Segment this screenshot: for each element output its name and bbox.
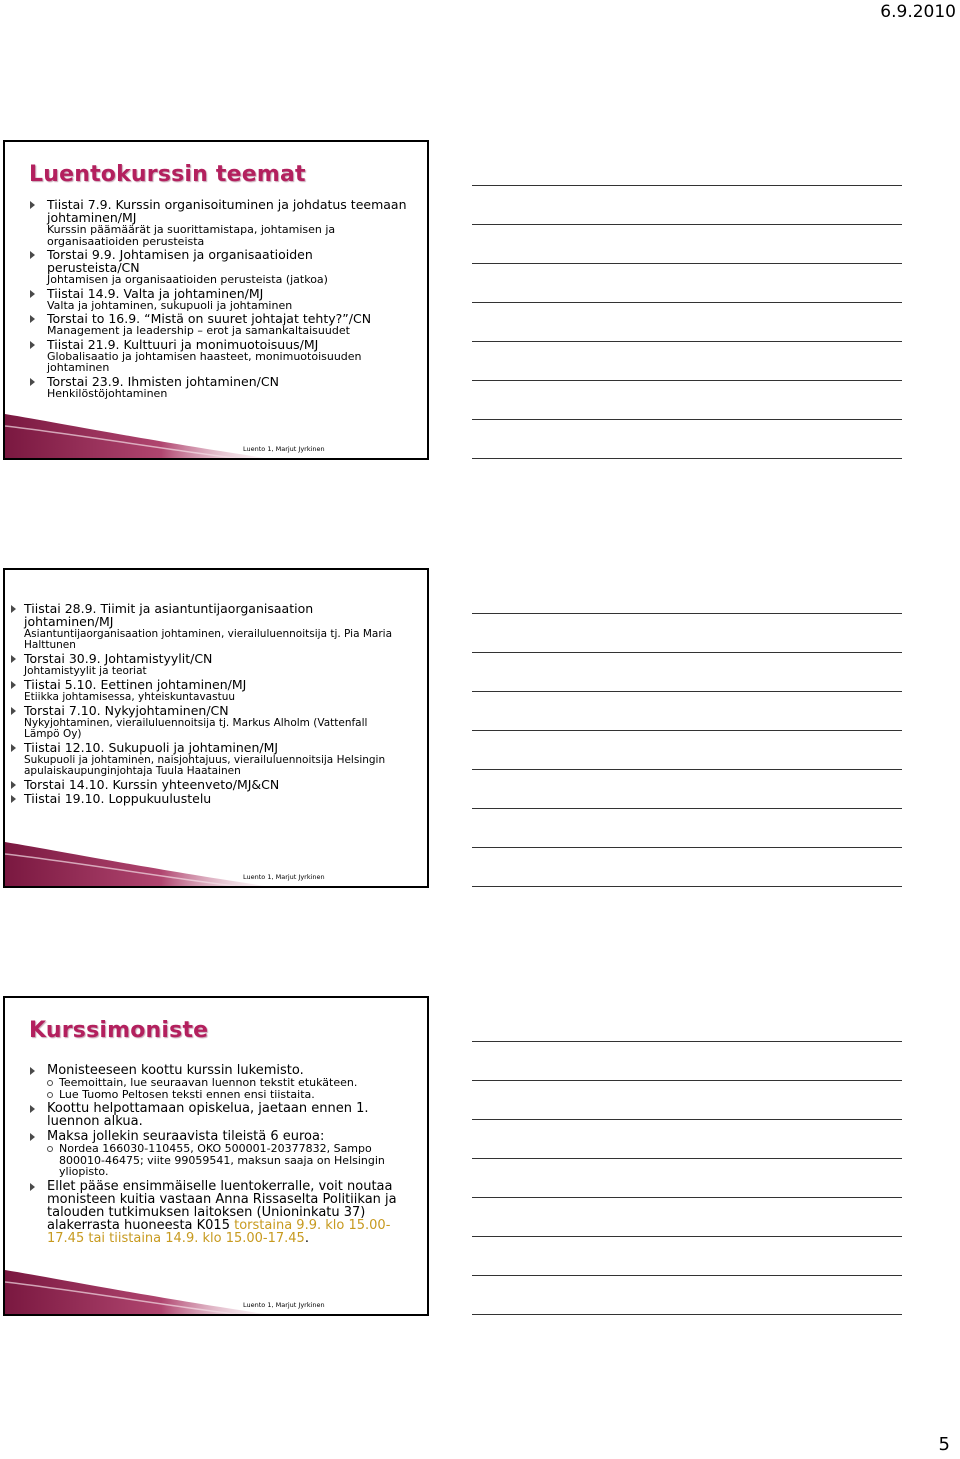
note-line	[472, 1197, 902, 1198]
triangle-right-icon	[30, 251, 35, 259]
note-line	[472, 847, 902, 848]
slide-2	[3, 568, 429, 888]
list-item: Tiistai 21.9. Kulttuuri ja monimuotoisuus/MJ Globalisaatio ja johtamisen haasteet, monimuotoisuuden johtaminen	[29, 338, 409, 374]
triangle-right-icon	[30, 1133, 35, 1141]
list-item: Tiistai 12.10. Sukupuoli ja johtaminen/MJ Sukupuoli ja johtaminen, naisjohtajuus, vierailuluennoitsija Helsingin apulaiskaupunginjohtaja Tuula Haatainen	[16, 741, 396, 777]
list-item: Tiistai 5.10. Eettinen johtaminen/MJ Etiikka johtamisessa, yhteiskuntavastuu	[16, 678, 396, 703]
triangle-right-icon	[11, 707, 16, 715]
sub-list-item: Lue Tuomo Peltosen teksti ennen ensi tiistaita.	[47, 1089, 409, 1101]
triangle-right-icon	[11, 781, 16, 789]
slide-footer: Luento 1, Marjut Jyrkinen	[243, 1301, 325, 1309]
triangle-right-icon	[11, 795, 16, 803]
sub-list-item: Teemoittain, lue seuraavan luennon tekstit etukäteen.	[47, 1077, 409, 1089]
page-date: 6.9.2010	[880, 2, 956, 22]
footer-band-decoration	[5, 842, 265, 886]
note-line	[472, 1236, 902, 1237]
triangle-right-icon	[11, 681, 16, 689]
triangle-right-icon	[11, 744, 16, 752]
list-item: Maksa jollekin seuraavista tileistä 6 euroa: Nordea 166030-110455, OKO 500001-20377832, Sampo 800010-46475; viite 99059541, maksun saaja on Helsingin yliopisto.	[29, 1130, 409, 1178]
slide-3	[3, 996, 429, 1316]
footer-band-decoration	[5, 414, 265, 458]
note-line	[472, 1158, 902, 1159]
note-line	[472, 769, 902, 770]
note-line	[472, 613, 902, 614]
list-item: Torstai to 16.9. “Mistä on suuret johtajat tehty?”/CN Management ja leadership – erot ja samankaltaisuudet	[29, 312, 409, 337]
triangle-right-icon	[30, 1067, 35, 1075]
note-line	[472, 185, 902, 186]
triangle-right-icon	[11, 605, 16, 613]
note-line	[472, 808, 902, 809]
list-item: Koottu helpottamaan opiskelua, jaetaan ennen 1. luennon alkua.	[29, 1102, 409, 1128]
note-line	[472, 691, 902, 692]
triangle-right-icon	[30, 290, 35, 298]
list-item: Torstai 7.10. Nykyjohtaminen/CN Nykyjohtaminen, vierailuluennoitsija tj. Markus Alholm (Vattenfall Lämpö Oy)	[16, 704, 396, 740]
note-line	[472, 1080, 902, 1081]
triangle-right-icon	[11, 655, 16, 663]
note-line	[472, 458, 902, 459]
triangle-right-icon	[30, 1105, 35, 1113]
note-line	[472, 341, 902, 342]
list-item: Tiistai 19.10. Loppukuulustelu	[16, 792, 396, 805]
list-item: Monisteeseen koottu kurssin lukemisto. Teemoittain, lue seuraavan luennon tekstit etukäteen. Lue Tuomo Peltosen teksti ennen ensi tiistaita.	[29, 1064, 409, 1100]
note-line	[472, 263, 902, 264]
footer-band-decoration	[5, 1270, 265, 1314]
list-item: Torstai 30.9. Johtamistyylit/CN Johtamistyylit ja teoriat	[16, 652, 396, 677]
note-line	[472, 1041, 902, 1042]
note-line	[472, 652, 902, 653]
list-item: Torstai 23.9. Ihmisten johtaminen/CN Henkilöstöjohtaminen	[29, 375, 409, 400]
note-line	[472, 730, 902, 731]
sub-list-item: Nordea 166030-110455, OKO 500001-20377832, Sampo 800010-46475; viite 99059541, maksun saaja on Helsingin yliopisto.	[47, 1143, 409, 1178]
slide-title: Kurssimoniste	[29, 1018, 209, 1043]
highlight-text: torstaina 9.9. klo 15.00-17.45 tai tiistaina 14.9. klo 15.00-17.45	[47, 1217, 391, 1246]
triangle-right-icon	[30, 315, 35, 323]
list-item: Tiistai 14.9. Valta ja johtaminen/MJ Valta ja johtaminen, sukupuoli ja johtaminen	[29, 287, 409, 312]
note-line	[472, 380, 902, 381]
slide-body	[29, 1064, 409, 1247]
note-line	[472, 419, 902, 420]
note-line	[472, 1275, 902, 1276]
ring-bullet-icon	[47, 1146, 53, 1152]
note-line	[472, 302, 902, 303]
triangle-right-icon	[30, 341, 35, 349]
list-item: Tiistai 7.9. Kurssin organisoituminen ja johdatus teemaan johtaminen/MJ Kurssin päämäärät ja suorittamistapa, johtamisen ja organisaatioiden perusteista	[29, 198, 409, 247]
triangle-right-icon	[30, 378, 35, 386]
list-item: Ellet pääse ensimmäiselle luentokerralle, voit noutaa monisteen kuitia vastaan Anna Rissaselta Politiikan ja talouden tutkimuksen laitoksen (Unioninkatu 37) alakerrasta huoneesta K015 torstaina 9.9. klo 15.00-17.45 tai tiistaina 14.9. klo 15.00-17.45.	[29, 1180, 409, 1245]
slide-body	[24, 601, 409, 806]
slide-title: Luentokurssin teemat	[29, 162, 306, 187]
note-line	[472, 886, 902, 887]
page-number: 5	[938, 1434, 950, 1455]
ring-bullet-icon	[47, 1092, 53, 1098]
slide-1	[3, 140, 429, 460]
list-item: Tiistai 28.9. Tiimit ja asiantuntijaorganisaation johtaminen/MJ Asiantuntijaorganisaation johtaminen, vierailuluennoitsija tj. Pia Maria Halttunen	[16, 602, 396, 651]
ring-bullet-icon	[47, 1080, 53, 1086]
note-line	[472, 224, 902, 225]
triangle-right-icon	[30, 1183, 35, 1191]
note-line	[472, 1314, 902, 1315]
list-item: Torstai 9.9. Johtamisen ja organisaatioiden perusteista/CN Johtamisen ja organisaatioiden perusteista (jatkoa)	[29, 248, 409, 286]
triangle-right-icon	[30, 201, 35, 209]
list-item: Torstai 14.10. Kurssin yhteenveto/MJ&CN	[16, 778, 396, 791]
note-line	[472, 1119, 902, 1120]
slide-footer: Luento 1, Marjut Jyrkinen	[243, 873, 325, 881]
slide-footer: Luento 1, Marjut Jyrkinen	[243, 445, 325, 453]
slide-body	[29, 198, 409, 400]
